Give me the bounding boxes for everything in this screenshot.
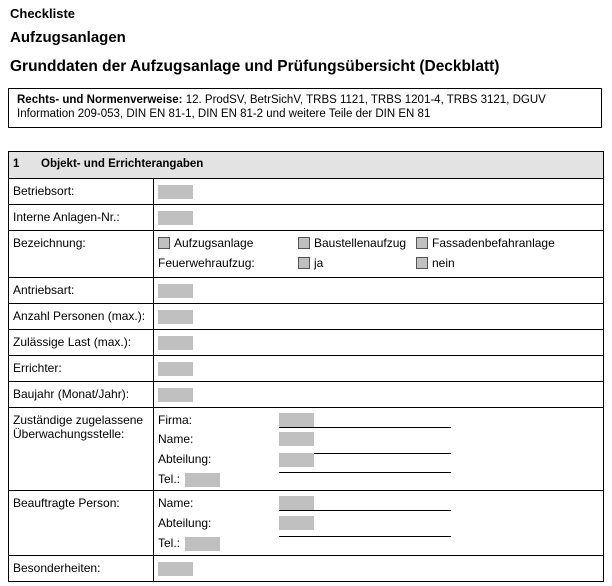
checkbox-fassadenbefahranlage[interactable] — [416, 237, 428, 249]
underline-abteilung-ueberwachung — [279, 472, 451, 473]
document-subtitle: Grunddaten der Aufzugsanlage und Prüfungsübersicht (Deckblatt) — [10, 58, 500, 75]
label-last: Zulässige Last (max.): — [9, 330, 154, 356]
section-number: 1 — [13, 158, 20, 170]
input-anlagen-nr[interactable] — [158, 211, 193, 225]
references-box — [8, 88, 602, 128]
label-feuerwehr-ja: ja — [314, 256, 324, 270]
row-anlagen-nr — [9, 205, 604, 231]
row-personen — [9, 304, 604, 330]
row-besonderheiten — [9, 556, 604, 582]
row-ueberwachungsstelle — [9, 408, 604, 491]
row-antriebsart — [9, 278, 604, 304]
label-name-ueberwachung: Name: — [158, 432, 194, 446]
input-baujahr[interactable] — [158, 388, 193, 402]
row-bezeichnung — [9, 231, 604, 278]
input-last[interactable] — [158, 336, 193, 350]
input-abteilung-ueberwachung[interactable] — [279, 453, 314, 467]
label-tel-beauftragte: Tel.: — [158, 536, 181, 550]
label-ueberwachungsstelle: Zuständige zugelassene Überwachungsstelle: — [9, 408, 154, 491]
row-baujahr — [9, 382, 604, 408]
checklist-label: Checkliste — [10, 6, 76, 21]
object-data-table — [8, 151, 604, 582]
input-errichter[interactable] — [158, 362, 193, 376]
references-text: 12. ProdSV, BetrSichV, TRBS 1121, TRBS 1201-4, TRBS 3121, DGUV Information 209-053, DIN EN 81-1, DIN EN 81-2 und weitere Teile der DIN EN 81 — [17, 94, 546, 120]
label-personen: Anzahl Personen (max.): — [9, 304, 154, 330]
input-abteilung-beauftragte[interactable] — [279, 516, 314, 530]
label-antriebsart: Antriebsart: — [9, 278, 154, 304]
row-last — [9, 330, 604, 356]
input-antriebsart[interactable] — [158, 284, 193, 298]
input-firma[interactable] — [279, 413, 314, 427]
label-beauftragte-person: Beauftragte Person: — [9, 491, 154, 556]
row-betriebsort — [9, 179, 604, 205]
input-name-ueberwachung[interactable] — [279, 432, 314, 446]
underline-firma — [279, 427, 451, 428]
checkbox-feuerwehr-nein[interactable] — [416, 257, 428, 269]
input-personen[interactable] — [158, 310, 193, 324]
label-feuerwehraufzug: Feuerwehraufzug: — [158, 256, 255, 270]
input-tel-ueberwachung[interactable] — [185, 473, 220, 487]
checkbox-aufzugsanlage[interactable] — [158, 237, 170, 249]
input-besonderheiten[interactable] — [158, 562, 193, 576]
underline-name-beauftragte — [279, 510, 451, 511]
label-baustellenaufzug: Baustellenaufzug — [314, 236, 407, 250]
label-aufzugsanlage: Aufzugsanlage — [174, 236, 254, 250]
row-errichter — [9, 356, 604, 382]
references-label: Rechts- und Normenverweise: — [17, 94, 183, 106]
section-header — [9, 152, 604, 179]
document-title: Aufzugsanlagen — [10, 29, 126, 46]
input-tel-beauftragte[interactable] — [185, 537, 220, 551]
label-errichter: Errichter: — [9, 356, 154, 382]
label-besonderheiten: Besonderheiten: — [9, 556, 154, 582]
label-feuerwehr-nein: nein — [432, 256, 455, 270]
label-fassadenbefahranlage: Fassadenbefahranlage — [432, 236, 555, 250]
input-name-beauftragte[interactable] — [279, 496, 314, 510]
label-name-beauftragte: Name: — [158, 496, 194, 510]
label-tel-ueberwachung: Tel.: — [158, 472, 181, 486]
underline-abteilung-beauftragte — [279, 536, 451, 537]
section-title: Objekt- und Errichterangaben — [41, 158, 204, 170]
checkbox-baustellenaufzug[interactable] — [298, 237, 310, 249]
label-baujahr: Baujahr (Monat/Jahr): — [9, 382, 154, 408]
label-abteilung-ueberwachung: Abteilung: — [158, 452, 212, 466]
input-betriebsort[interactable] — [158, 185, 193, 199]
label-firma: Firma: — [158, 413, 192, 427]
label-betriebsort: Betriebsort: — [9, 179, 154, 205]
row-beauftragte-person — [9, 491, 604, 556]
checkbox-feuerwehr-ja[interactable] — [298, 257, 310, 269]
label-anlagen-nr: Interne Anlagen-Nr.: — [9, 205, 154, 231]
label-abteilung-beauftragte: Abteilung: — [158, 516, 212, 530]
label-bezeichnung: Bezeichnung: — [9, 231, 154, 278]
